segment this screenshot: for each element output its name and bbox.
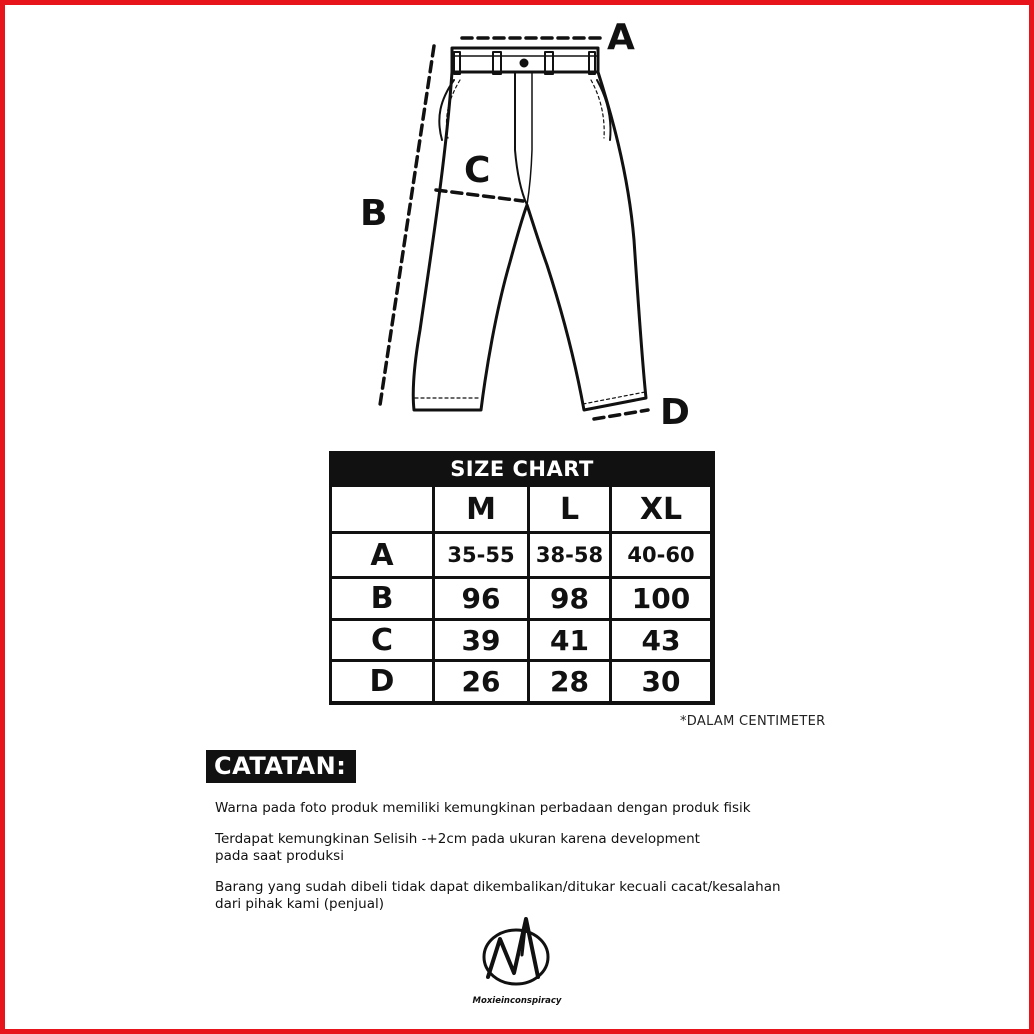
- table-cell: 38-58: [530, 534, 609, 576]
- table-cell: 39: [435, 621, 527, 659]
- table-corner-cell: [332, 487, 432, 531]
- table-cell: 43: [612, 621, 710, 659]
- hem-right: [583, 392, 645, 404]
- row-label-c: C: [332, 621, 432, 659]
- pants-measurement-diagram: [0, 0, 1034, 440]
- size-header-m: M: [435, 487, 527, 531]
- notes-title: CATATAN:: [206, 750, 356, 783]
- table-cell: 98: [530, 579, 609, 618]
- table-cell: 96: [435, 579, 527, 618]
- note-item: Barang yang sudah dibeli tidak dapat dikembalikan/ditukar kecuali cacat/kesalahan dari pihak kami (penjual): [215, 879, 781, 912]
- brand-logo-icon: [478, 915, 554, 987]
- note-item: Terdapat kemungkinan Selisih -+2cm pada ukuran karena development pada saat produksi: [215, 831, 700, 864]
- size-chart-grid: [332, 487, 712, 702]
- unit-note: *DALAM CENTIMETER: [680, 714, 826, 729]
- table-cell: 100: [612, 579, 710, 618]
- measure-c-line: [436, 190, 523, 201]
- row-label-b: B: [332, 579, 432, 618]
- label-d: D: [660, 392, 690, 433]
- size-header-xl: XL: [612, 487, 710, 531]
- note-item: Warna pada foto produk memiliki kemungkinan perbadaan dengan produk fisik: [215, 800, 751, 816]
- measure-b-line: [380, 46, 434, 405]
- table-cell: 26: [435, 662, 527, 701]
- label-b: B: [360, 193, 388, 234]
- table-cell: 28: [530, 662, 609, 701]
- table-cell: 40-60: [612, 534, 710, 576]
- size-chart-title: SIZE CHART: [450, 457, 594, 481]
- size-chart-table: [329, 451, 715, 705]
- waist-button-icon: [520, 59, 528, 67]
- table-cell: 35-55: [435, 534, 527, 576]
- table-cell: 41: [530, 621, 609, 659]
- fly-seam: [515, 72, 527, 205]
- row-label-a: A: [332, 534, 432, 576]
- brand-name: Moxieinconspiracy: [472, 996, 562, 1006]
- table-cell: 30: [612, 662, 710, 701]
- row-label-d: D: [332, 662, 432, 701]
- label-a: A: [607, 17, 635, 58]
- label-c: C: [464, 150, 491, 191]
- measure-d-line: [594, 410, 648, 419]
- size-header-l: L: [530, 487, 609, 531]
